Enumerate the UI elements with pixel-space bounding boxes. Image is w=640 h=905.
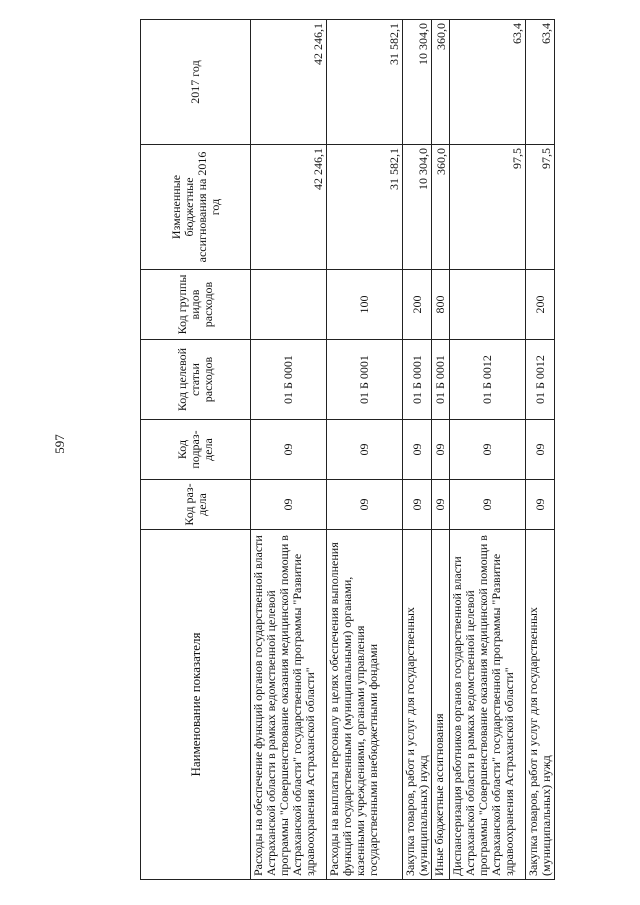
row-2017: 63,4 bbox=[526, 20, 555, 145]
header-razdel: Код раз-дела bbox=[141, 480, 251, 530]
table-row bbox=[403, 20, 432, 880]
table-row bbox=[251, 20, 327, 880]
row-izm-2016: 97,5 bbox=[526, 145, 555, 270]
row-vidy: 200 bbox=[526, 270, 555, 340]
row-celevaya: 01 Б 0001 bbox=[403, 340, 432, 420]
row-podrazdel: 09 bbox=[251, 420, 327, 480]
row-celevaya: 01 Б 0012 bbox=[526, 340, 555, 420]
table-row bbox=[327, 20, 403, 880]
row-name: Закупка товаров, работ и услуг для государственных (муниципальных) нужд bbox=[526, 530, 555, 880]
table-row bbox=[526, 20, 555, 880]
header-vidy: Код группы видов расходов bbox=[141, 270, 251, 340]
row-name: Расходы на выплаты персоналу в целях обеспечения выполнения функций государственными (муниципальными) органами, казенными учреждениями, органами управления государственными внебюджетными фондами bbox=[327, 530, 403, 880]
row-podrazdel: 09 bbox=[327, 420, 403, 480]
row-razdel: 09 bbox=[327, 480, 403, 530]
table-header-row bbox=[141, 20, 251, 880]
header-name: Наименование показателя bbox=[141, 530, 251, 880]
row-vidy bbox=[251, 270, 327, 340]
row-izm-2016: 360,0 bbox=[432, 145, 450, 270]
row-podrazdel: 09 bbox=[450, 420, 526, 480]
row-podrazdel: 09 bbox=[403, 420, 432, 480]
row-vidy bbox=[450, 270, 526, 340]
row-razdel: 09 bbox=[526, 480, 555, 530]
row-2017: 10 304,0 bbox=[403, 20, 432, 145]
rotated-table-wrapper bbox=[140, 20, 553, 880]
row-izm-2016: 31 582,1 bbox=[327, 145, 403, 270]
row-podrazdel: 09 bbox=[432, 420, 450, 480]
row-razdel: 09 bbox=[432, 480, 450, 530]
row-razdel: 09 bbox=[251, 480, 327, 530]
row-name: Расходы на обеспечение функций органов государственной власти Астраханской области в рамках ведомственной целевой программы "Совершенствование оказания медицинской помощи в Астраханской области" государственной программы "Развитие здравоохранения Астраханской области" bbox=[251, 530, 327, 880]
row-name: Диспансеризация работников органов государственной власти Астраханской области в рамках ведомственной целевой программы "Совершенствование оказания медицинской помощи в Астраханской области" государственной программы "Развитие здравоохранения Астраханской области" bbox=[450, 530, 526, 880]
row-vidy: 100 bbox=[327, 270, 403, 340]
row-podrazdel: 09 bbox=[526, 420, 555, 480]
row-name: Закупка товаров, работ и услуг для государственных (муниципальных) нужд bbox=[403, 530, 432, 880]
row-celevaya: 01 Б 0001 bbox=[432, 340, 450, 420]
row-razdel: 09 bbox=[403, 480, 432, 530]
row-2017: 360,0 bbox=[432, 20, 450, 145]
row-name: Иные бюджетные ассигнования bbox=[432, 530, 450, 880]
row-vidy: 200 bbox=[403, 270, 432, 340]
row-celevaya: 01 Б 0001 bbox=[251, 340, 327, 420]
header-podrazdel: Код подраз-дела bbox=[141, 420, 251, 480]
row-2017: 42 246,1 bbox=[251, 20, 327, 145]
header-izm-2016: Измененные бюджетные ассигнования на 2016 год bbox=[141, 145, 251, 270]
row-izm-2016: 97,5 bbox=[450, 145, 526, 270]
row-izm-2016: 42 246,1 bbox=[251, 145, 327, 270]
row-2017: 31 582,1 bbox=[327, 20, 403, 145]
row-izm-2016: 10 304,0 bbox=[403, 145, 432, 270]
row-razdel: 09 bbox=[450, 480, 526, 530]
page-number: 597 bbox=[52, 434, 67, 454]
header-2017: 2017 год bbox=[141, 20, 251, 145]
row-2017: 63,4 bbox=[450, 20, 526, 145]
row-celevaya: 01 Б 0012 bbox=[450, 340, 526, 420]
table-row bbox=[450, 20, 526, 880]
budget-table bbox=[140, 19, 555, 880]
header-celevaya: Код целевой статьи расходов bbox=[141, 340, 251, 420]
row-celevaya: 01 Б 0001 bbox=[327, 340, 403, 420]
row-vidy: 800 bbox=[432, 270, 450, 340]
table-row bbox=[432, 20, 450, 880]
